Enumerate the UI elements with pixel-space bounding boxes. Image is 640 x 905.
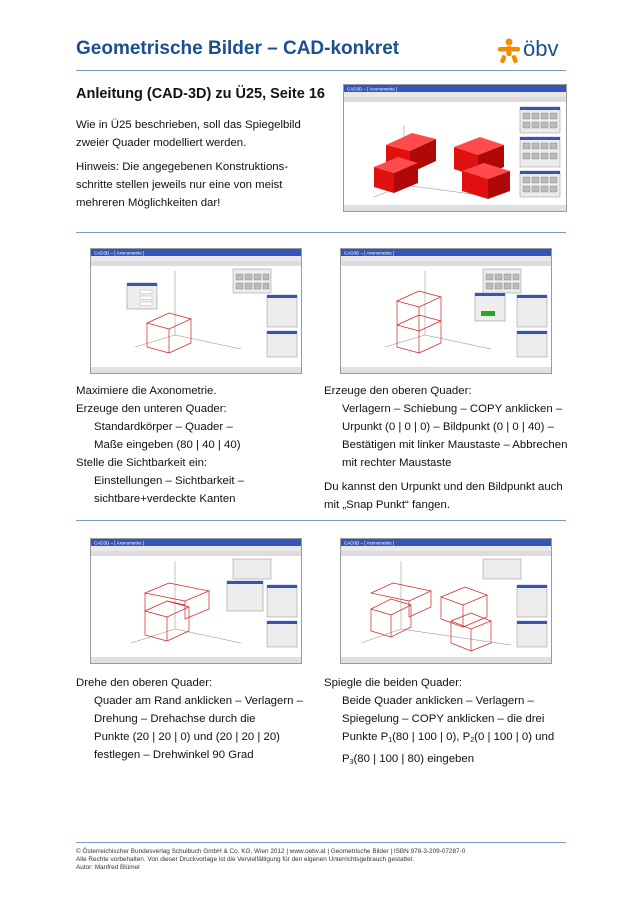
step-line: Erzeuge den oberen Quader: bbox=[324, 385, 472, 397]
footer bbox=[76, 848, 465, 872]
section-title: Anleitung (CAD-3D) zu Ü25, Seite 16 bbox=[76, 86, 325, 102]
hint-line: mehreren Möglichkeiten dar! bbox=[76, 197, 221, 209]
screenshot-rotated bbox=[90, 538, 302, 664]
oebv-star-icon bbox=[497, 38, 521, 64]
step-line: Spiegelung – COPY anklicken – die drei bbox=[342, 713, 545, 725]
logo-text: öbv bbox=[523, 36, 559, 61]
window-title: CAD3D – [ Axonometrie ] bbox=[94, 250, 145, 256]
step-line-points: Punkte $P_1(80$ | 100 | 0), $P_2(0$ | 100 | 0) und bbox=[342, 731, 555, 744]
oebv-logo bbox=[497, 36, 567, 66]
step-line: Quader am Rand anklicken – Verlagern – bbox=[94, 695, 303, 707]
step-line: Urpunkt (0 | 0 | 0) – Bildpunkt (0 | 0 | 40) – bbox=[342, 421, 554, 433]
step-4-text bbox=[324, 674, 554, 772]
step-line: Punkte (20 | 20 | 0) und (20 | 20 | 20) bbox=[94, 731, 280, 743]
cad-window-mirrored bbox=[341, 539, 551, 663]
step-1-text bbox=[76, 382, 244, 508]
screenshot-upper-cuboid bbox=[340, 248, 552, 374]
window-title: CAD3D – [ Axonometrie ] bbox=[344, 250, 395, 256]
step-line: Bestätigen mit linker Maustaste – Abbrechen bbox=[342, 439, 568, 451]
note-line: mit „Snap Punkt“ fangen. bbox=[324, 499, 450, 511]
cad-window-lower bbox=[91, 249, 301, 373]
step-3-text bbox=[76, 674, 303, 764]
intro-line: zweier Quader modelliert werden. bbox=[76, 137, 247, 149]
step-line: Maximiere die Axonometrie. bbox=[76, 385, 217, 397]
cad-window-upper bbox=[341, 249, 551, 373]
step-line: Standardkörper – Quader – bbox=[94, 421, 233, 433]
intro-line: Wie in Ü25 beschrieben, soll das Spiegelbild bbox=[76, 119, 301, 131]
step-line: Verlagern – Schiebung – COPY anklicken – bbox=[342, 403, 563, 415]
step-line-points: $P_3(80$ | 100 | 80) eingeben bbox=[342, 753, 475, 766]
step-line: Beide Quader anklicken – Verlagern – bbox=[342, 695, 534, 707]
step-line: Erzeuge den unteren Quader: bbox=[76, 403, 227, 415]
step-line: sichtbare+verdeckte Kanten bbox=[94, 493, 236, 505]
step-line: Drehung – Drehachse durch die bbox=[94, 713, 256, 725]
hint-line: schritte stellen jeweils nur eine von meist bbox=[76, 179, 283, 191]
step-line: Stelle die Sichtbarkeit ein: bbox=[76, 457, 208, 469]
step-line: Drehe den oberen Quader: bbox=[76, 677, 213, 689]
section-rule bbox=[76, 520, 566, 521]
page-title: Geometrische Bilder – CAD-konkret bbox=[76, 38, 400, 59]
cad-window-solid bbox=[344, 85, 566, 211]
window-title: CAD3D – [ Axonometrie ] bbox=[347, 86, 398, 92]
footer-rule bbox=[76, 842, 566, 843]
screenshot-mirrored bbox=[340, 538, 552, 664]
screenshot-solid-mirror bbox=[343, 84, 567, 212]
step-2-text bbox=[324, 382, 567, 514]
window-title: CAD3D – [ Axonometrie ] bbox=[94, 540, 145, 546]
step-line: Einstellungen – Sichtbarkeit – bbox=[94, 475, 245, 487]
step-line: Spiegle die beiden Quader: bbox=[324, 677, 463, 689]
step-line: mit rechter Maustaste bbox=[342, 457, 452, 469]
note-line: Du kannst den Urpunkt und den Bildpunkt auch bbox=[324, 481, 563, 493]
step-line: Maße eingeben (80 | 40 | 40) bbox=[94, 439, 241, 451]
hint-line: Hinweis: Die angegebenen Konstruktions- bbox=[76, 161, 289, 173]
author-line: Autor: Manfred Blümel bbox=[76, 864, 140, 871]
intro-text bbox=[76, 116, 301, 212]
header-rule bbox=[76, 70, 566, 71]
screenshot-lower-cuboid bbox=[90, 248, 302, 374]
cad-window-rotated bbox=[91, 539, 301, 663]
rights-line: Alle Rechte vorbehalten. Von dieser Druckvorlage ist die Vervielfältigung für den eigenen Unterrichtsgebrauch gestattet. bbox=[76, 856, 415, 863]
copyright-line: © Österreichischer Bundesverlag Schulbuch GmbH & Co. KG, Wien 2012 | www.oebv.at | Geometrische Bilder | ISBN 978-3-209-07287-0 bbox=[76, 848, 466, 855]
window-title: CAD3D – [ Axonometrie ] bbox=[344, 540, 395, 546]
step-line: festlegen – Drehwinkel 90 Grad bbox=[94, 749, 254, 761]
section-rule bbox=[76, 232, 566, 233]
